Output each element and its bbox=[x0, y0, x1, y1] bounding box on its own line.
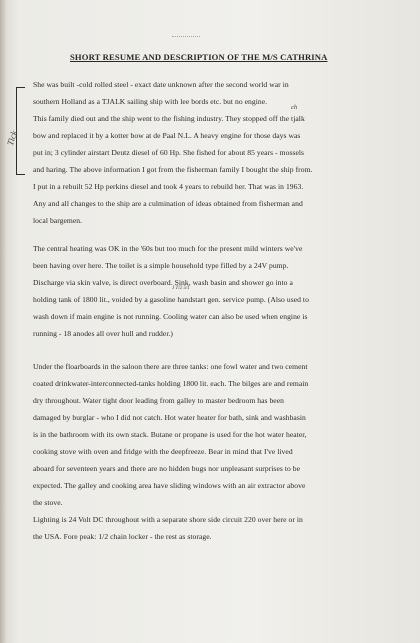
paragraph-line: wash down if main engine is not running. Cooling water can also be used when engine is bbox=[33, 312, 308, 321]
paragraph-line: expected. The galley and cooking area have sliding windows with an air extractor above bbox=[33, 481, 306, 490]
paragraph-line: Under the floarboards in the saloon there are three tanks: one fowl water and two cement bbox=[33, 362, 308, 371]
handwritten-note: J T/2 5/1 bbox=[172, 286, 190, 291]
document-title: SHORT RESUME AND DESCRIPTION OF THE M/S CATHRINA bbox=[70, 52, 328, 62]
paragraph-line: southern Holland as a TJALK sailing ship with lee bords etc. but no engine. bbox=[33, 97, 268, 106]
paragraph-line: running - 18 anodes all over hull and rudder.) bbox=[33, 329, 174, 338]
paragraph-line: coated drinkwater-interconnected-tanks holding 1800 lit. each. The bilges are and remain bbox=[33, 379, 309, 388]
page-edge-shadow bbox=[0, 0, 6, 643]
paragraph-line: local bargemen. bbox=[33, 216, 83, 225]
paragraph-line: is in the bathroom with its own stack. Butane or propane is used for the hot water heater, bbox=[33, 430, 307, 439]
paragraph-line: bow and replaced it by a kotter bow at de Paal N.L. A heavy engine for those days was bbox=[33, 131, 301, 140]
paragraph-line: aboard for seventeen years and there are no hidden bugs nor unpleasant surprises to be bbox=[33, 464, 301, 473]
paragraph-line: dry throughout. Water tight door leading from galley to master bedroom has been bbox=[33, 396, 284, 405]
handwritten-margin-note: Tick bbox=[4, 129, 20, 147]
paragraph-line: and haring. The above information I got from the fisherman family I bought the ship from. bbox=[33, 165, 313, 174]
paragraph-line: The central heating was OK in the '60s but too much for the present mild winters we've bbox=[33, 244, 303, 253]
handwritten-insert: ch bbox=[291, 104, 298, 111]
paragraph-line: Any and all changes to the ship are a culmination of ideas obtained from fisherman and bbox=[33, 199, 303, 208]
paragraph-line: This family died out and the ship went to the fishing industry. They stopped off the tjalk bbox=[33, 114, 305, 123]
paragraph-line: the stove. bbox=[33, 498, 63, 507]
top-dotted-mark bbox=[172, 36, 200, 38]
paragraph-line: damaged by burglar - who I did not catch. Hot water heater for bath, sink and washbasin bbox=[33, 413, 306, 422]
paragraph-line: cooking stove with oven and fridge with the deepfreeze. Bear in mind that I've lived bbox=[33, 447, 293, 456]
paragraph-line: the USA. Fore peak: 1/2 chain locker - the rest as storage. bbox=[33, 532, 212, 541]
paragraph-line: put in; 3 cylinder airstart Deutz diesel of 60 Hp. She fished for about 85 years - mossels bbox=[33, 148, 305, 157]
paragraph-line: holding tank of 1800 lit., voided by a gasoline handstart gen. service pump. (Also used to bbox=[33, 295, 309, 304]
paragraph-line: been having over here. The toilet is a simple household type filled by a 24V pump. bbox=[33, 261, 289, 270]
paragraph-line: Lighting is 24 Volt DC throughout with a separate shore side circuit 220 over here or in bbox=[33, 515, 303, 524]
paragraph-line: Discharge via skin valve, is direct overboard. Sink, wash basin and shower go into a bbox=[33, 278, 293, 287]
paragraph-line: She was built -cold rolled steel - exact date unknown after the second world war in bbox=[33, 80, 289, 89]
paragraph-line: I put in a rebuilt 52 Hp perkins diesel and took 4 years to rebuild her. That was in 1963. bbox=[33, 182, 304, 191]
